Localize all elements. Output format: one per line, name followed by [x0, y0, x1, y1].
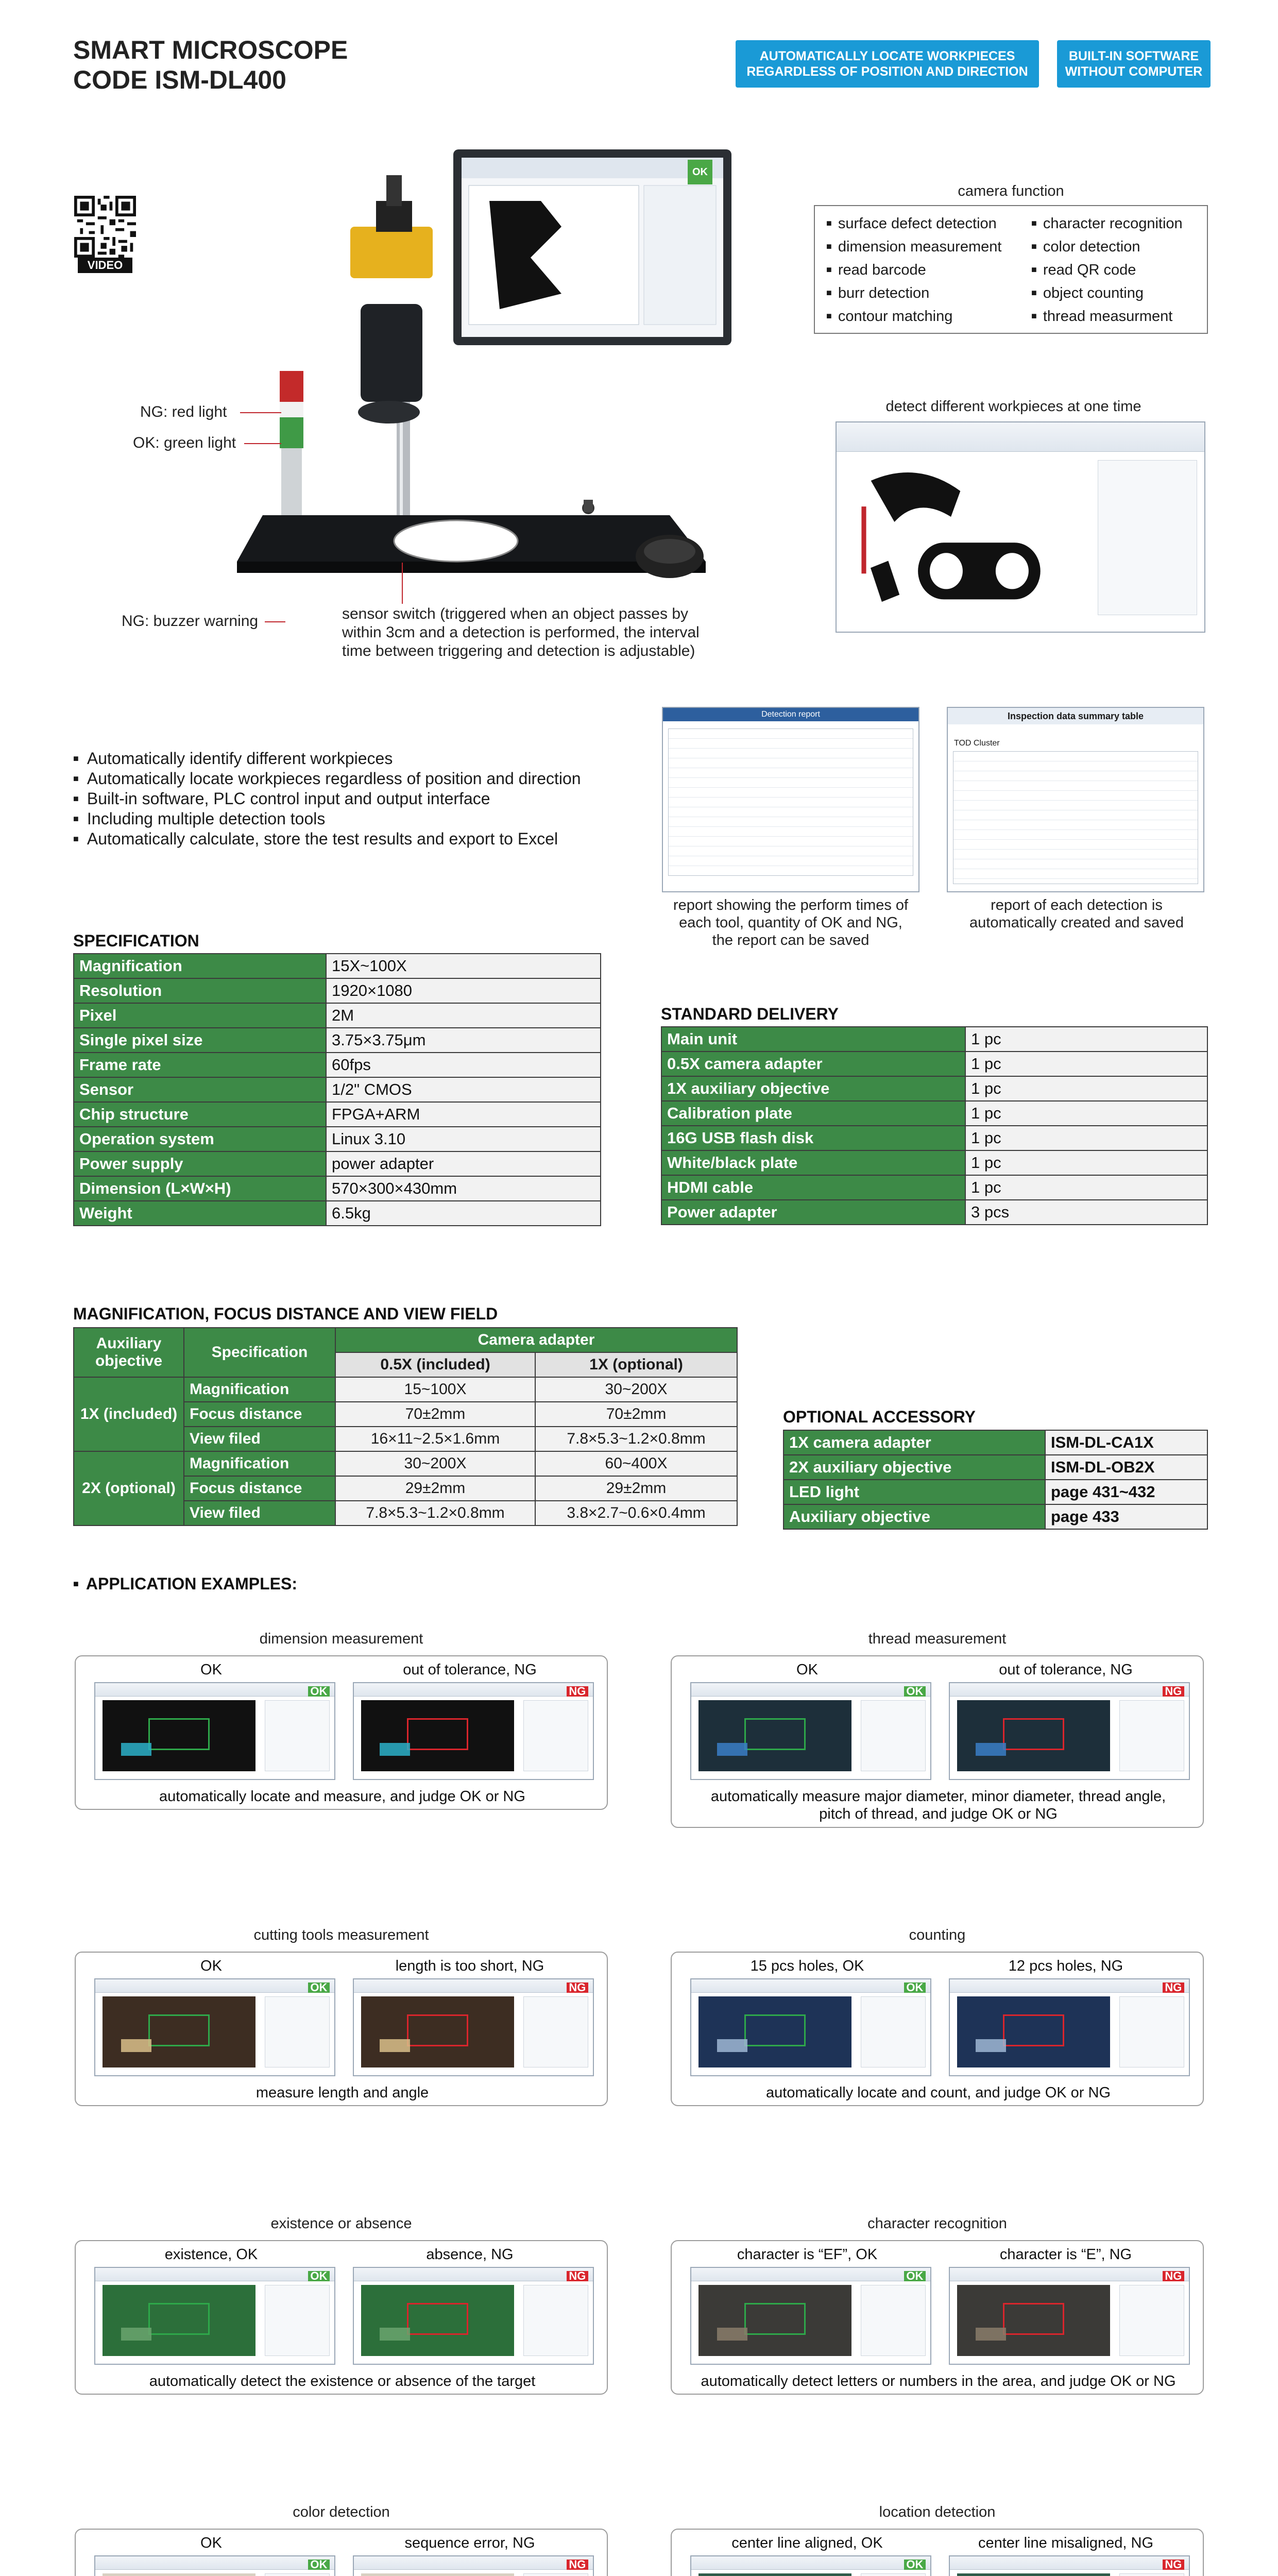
- ng-status: NG: [567, 1686, 588, 1697]
- ng-status: NG: [567, 1982, 588, 1993]
- table-row: [661, 1027, 1207, 1052]
- microscope-illustration: [221, 144, 742, 629]
- sensor-switch-callout: [342, 605, 700, 660]
- spec-name: Magnification: [184, 1451, 335, 1476]
- accessory-value: ISM-DL-CA1X: [1045, 1430, 1207, 1455]
- accessory-key: 1X camera adapter: [783, 1430, 1045, 1455]
- ok-example-label: OK: [200, 1958, 222, 1974]
- function-item: ■ surface defect detection: [826, 214, 997, 232]
- accessory-key: Auxiliary objective: [783, 1504, 1045, 1529]
- specification-header: Specification: [184, 1328, 335, 1377]
- magnification-title: MAGNIFICATION, FOCUS DISTANCE AND VIEW FIELD: [73, 1304, 498, 1323]
- ng-example-screenshot: [949, 1978, 1190, 2076]
- delivery-value: 1 pc: [965, 1101, 1207, 1126]
- table-row: [74, 1451, 737, 1476]
- table-row: [783, 1480, 1207, 1504]
- badge-line: REGARDLESS OF POSITION AND DIRECTION: [746, 64, 1028, 79]
- ok-example-screenshot: [690, 2267, 931, 2365]
- ok-example-screenshot: [94, 2267, 335, 2365]
- buzzer-callout: NG: buzzer warning: [122, 613, 259, 630]
- spec-value: FPGA+ARM: [326, 1102, 601, 1127]
- title-line-1: SMART MICROSCOPE: [73, 36, 348, 64]
- ng-example-label: character is “E”, NG: [999, 2246, 1132, 2263]
- application-caption: [677, 2084, 1200, 2102]
- delivery-key: Main unit: [661, 1027, 965, 1052]
- spec-key: Resolution: [74, 978, 326, 1003]
- specification-title: SPECIFICATION: [73, 931, 199, 950]
- spec-value: 3.75×3.75μm: [326, 1028, 601, 1053]
- standard-delivery-table: [661, 1026, 1208, 1225]
- table-row: [74, 1003, 601, 1028]
- badge-line: WITHOUT COMPUTER: [1065, 64, 1203, 79]
- table-row: [74, 1201, 601, 1226]
- accessory-value: page 431~432: [1045, 1480, 1207, 1504]
- workpiece-drawing: [847, 460, 1083, 615]
- application-card-title: cutting tools measurement: [253, 1927, 429, 1943]
- ok-status: OK: [904, 1982, 926, 1993]
- spec-name: View filed: [184, 1427, 335, 1451]
- spec-key: Chip structure: [74, 1102, 326, 1127]
- ok-example-label: character is “EF”, OK: [737, 2246, 878, 2263]
- accessory-value: page 433: [1045, 1504, 1207, 1529]
- camera-function-title: camera function: [958, 183, 1064, 199]
- caption-line: the report can be saved: [712, 932, 870, 948]
- ok-example-screenshot: [690, 1682, 931, 1780]
- table-row: [74, 1377, 737, 1402]
- table-row: [661, 1175, 1207, 1200]
- caption-line: each tool, quantity of OK and NG,: [679, 914, 902, 931]
- table-row: [783, 1430, 1207, 1455]
- table-row: [74, 1176, 601, 1201]
- spec-key: Magnification: [74, 954, 326, 978]
- optional-accessory-table: [783, 1430, 1208, 1530]
- ng-example-label: 12 pcs holes, NG: [1008, 1958, 1123, 1974]
- ng-example-label: absence, NG: [426, 2246, 514, 2263]
- value-05x: 15~100X: [335, 1377, 535, 1402]
- value-1x: 3.8×2.7~0.6×0.4mm: [535, 1501, 737, 1526]
- caption-line: automatically locate and count, and judge OK or NG: [766, 2084, 1111, 2101]
- summary-window-title: Inspection data summary table: [948, 708, 1203, 724]
- detect-workpieces-caption: detect different workpieces at one time: [885, 398, 1141, 415]
- delivery-key: 16G USB flash disk: [661, 1126, 965, 1150]
- video-label: VIDEO: [78, 258, 132, 273]
- ng-example-screenshot: [353, 1978, 594, 2076]
- spec-name: Focus distance: [184, 1476, 335, 1501]
- built-in-software-badge: [1057, 40, 1211, 88]
- ng-example-label: sequence error, NG: [404, 2535, 535, 2551]
- ng-status: NG: [1163, 2271, 1184, 2281]
- feature-item: ■ Automatically locate workpieces regardless of position and direction: [73, 769, 581, 789]
- application-caption: [81, 2372, 604, 2390]
- caption-line: pitch of thread, and judge OK or NG: [819, 1806, 1058, 1822]
- spec-key: Sensor: [74, 1077, 326, 1102]
- badge-line: AUTOMATICALLY LOCATE WORKPIECES: [759, 49, 1015, 63]
- application-caption: [81, 1788, 604, 1805]
- spec-key: Pixel: [74, 1003, 326, 1028]
- caption-line: automatically measure major diameter, minor diameter, thread angle,: [710, 1788, 1166, 1805]
- application-title-text: APPLICATION EXAMPLES:: [86, 1574, 297, 1593]
- table-row: [74, 978, 601, 1003]
- detection-report-window: [662, 707, 919, 892]
- ng-example-screenshot: [949, 1682, 1190, 1780]
- table-row: [74, 954, 601, 978]
- adapter-05x-header: 0.5X (included): [335, 1352, 535, 1377]
- application-card-title: counting: [909, 1927, 966, 1943]
- value-1x: 7.8×5.3~1.2×0.8mm: [535, 1427, 737, 1451]
- table-row: [783, 1455, 1207, 1480]
- ok-status: OK: [904, 2271, 926, 2281]
- ok-status: OK: [308, 2560, 330, 2570]
- ok-example-label: OK: [200, 2535, 222, 2551]
- ok-example-screenshot: [94, 1682, 335, 1780]
- report-window-title: Detection report: [663, 708, 918, 721]
- ok-status: OK: [308, 1982, 330, 1993]
- function-item: ■ color detection: [1031, 238, 1140, 256]
- spec-key: Frame rate: [74, 1053, 326, 1077]
- spec-value: 1920×1080: [326, 978, 601, 1003]
- application-card: [75, 2240, 608, 2395]
- caption-line: automatically detect letters or numbers in the area, and judge OK or NG: [701, 2373, 1176, 2389]
- caption-line: report showing the perform times of: [673, 897, 909, 913]
- standard-delivery-title: STANDARD DELIVERY: [661, 1005, 839, 1023]
- value-1x: 30~200X: [535, 1377, 737, 1402]
- function-item: ■ read QR code: [1031, 261, 1136, 279]
- ng-example-screenshot: [949, 2555, 1190, 2576]
- caption-line: automatically locate and measure, and judge OK or NG: [159, 1788, 525, 1805]
- delivery-value: 1 pc: [965, 1126, 1207, 1150]
- application-examples-title: ■ APPLICATION EXAMPLES:: [73, 1574, 297, 1593]
- ng-example-label: length is too short, NG: [395, 1958, 544, 1974]
- table-row: [661, 1076, 1207, 1101]
- application-card-title: thread measurement: [868, 1631, 1007, 1647]
- application-caption: [81, 2084, 604, 2102]
- ok-example-label: center line aligned, OK: [731, 2535, 883, 2551]
- ok-status: OK: [904, 2560, 926, 2570]
- function-item: ■ burr detection: [826, 284, 929, 302]
- adapter-1x-header: 1X (optional): [535, 1352, 737, 1377]
- delivery-key: Calibration plate: [661, 1101, 965, 1126]
- accessory-key: LED light: [783, 1480, 1045, 1504]
- specification-table: [73, 953, 601, 1226]
- ng-example-label: out of tolerance, NG: [403, 1662, 537, 1678]
- ng-status: NG: [1163, 1982, 1184, 1993]
- table-row: [661, 1200, 1207, 1225]
- spec-value: power adapter: [326, 1151, 601, 1176]
- application-card: [75, 1952, 608, 2106]
- table-row: [661, 1126, 1207, 1150]
- delivery-value: 3 pcs: [965, 1200, 1207, 1225]
- function-item: ■ object counting: [1031, 284, 1144, 302]
- qr-code[interactable]: [74, 196, 137, 274]
- value-05x: 16×11~2.5×1.6mm: [335, 1427, 535, 1451]
- delivery-key: 0.5X camera adapter: [661, 1052, 965, 1076]
- table-row: [661, 1101, 1207, 1126]
- ng-status: NG: [567, 2271, 588, 2281]
- spec-name: Focus distance: [184, 1402, 335, 1427]
- badge-line: BUILT-IN SOFTWARE: [1068, 49, 1199, 63]
- aux-objective-header: Auxiliary objective: [74, 1328, 184, 1377]
- table-row: [74, 1077, 601, 1102]
- ng-status: NG: [1163, 2560, 1184, 2570]
- function-item: ■ contour matching: [826, 307, 952, 325]
- application-card-title: color detection: [293, 2504, 390, 2520]
- caption-line: report of each detection is: [991, 897, 1163, 913]
- ng-status: NG: [567, 2560, 588, 2570]
- accessory-value: ISM-DL-OB2X: [1045, 1455, 1207, 1480]
- feature-item: ■ Built-in software, PLC control input and output interface: [73, 789, 581, 809]
- delivery-value: 1 pc: [965, 1150, 1207, 1175]
- sensor-line: time between triggering and detection is adjustable): [342, 642, 695, 659]
- application-card: [671, 2240, 1204, 2395]
- ok-example-screenshot: [690, 2555, 931, 2576]
- delivery-key: White/black plate: [661, 1150, 965, 1175]
- qr-code-icon: [74, 196, 137, 258]
- title-line-2: CODE ISM-DL400: [73, 65, 286, 94]
- ok-status: OK: [308, 2271, 330, 2281]
- ok-example-label: existence, OK: [164, 2246, 258, 2263]
- value-1x: 29±2mm: [535, 1476, 737, 1501]
- table-row: [661, 1150, 1207, 1175]
- ng-example-screenshot: [949, 2267, 1190, 2365]
- ok-example-screenshot: [94, 2555, 335, 2576]
- ok-status: OK: [904, 1686, 926, 1697]
- caption-line: automatically detect the existence or absence of the target: [149, 2373, 536, 2389]
- feature-item: ■ Including multiple detection tools: [73, 809, 581, 829]
- table-row: [74, 1127, 601, 1151]
- spec-key: Dimension (L×W×H): [74, 1176, 326, 1201]
- spec-value: Linux 3.10: [326, 1127, 601, 1151]
- group-2x: 2X (optional): [74, 1451, 184, 1526]
- value-1x: 60~400X: [535, 1451, 737, 1476]
- value-05x: 7.8×5.3~1.2×0.8mm: [335, 1501, 535, 1526]
- page-title: [73, 35, 348, 95]
- camera-adapter-header: Camera adapter: [335, 1328, 737, 1352]
- caption-line: automatically created and saved: [969, 914, 1184, 931]
- magnification-table: [73, 1327, 738, 1526]
- optional-accessory-title: OPTIONAL ACCESSORY: [783, 1408, 976, 1426]
- spec-value: 2M: [326, 1003, 601, 1028]
- application-card-title: dimension measurement: [259, 1631, 423, 1647]
- sensor-line: sensor switch (triggered when an object passes by: [342, 605, 689, 622]
- ok-indicator: OK: [688, 160, 712, 184]
- caption-line: measure length and angle: [255, 2084, 429, 2101]
- ok-example-label: OK: [200, 1662, 222, 1678]
- function-item: ■ thread measurment: [1031, 307, 1172, 325]
- group-1x: 1X (included): [74, 1377, 184, 1451]
- application-card-title: existence or absence: [270, 2215, 412, 2232]
- delivery-key: Power adapter: [661, 1200, 965, 1225]
- ng-example-screenshot: [353, 2267, 594, 2365]
- application-caption: [677, 2372, 1200, 2390]
- ok-example-label: 15 pcs holes, OK: [750, 1958, 864, 1974]
- accessory-key: 2X auxiliary objective: [783, 1455, 1045, 1480]
- delivery-value: 1 pc: [965, 1052, 1207, 1076]
- function-item: ■ dimension measurement: [826, 238, 1001, 256]
- value-05x: 70±2mm: [335, 1402, 535, 1427]
- function-item: ■ character recognition: [1031, 214, 1183, 232]
- spec-key: Single pixel size: [74, 1028, 326, 1053]
- red-light-callout: NG: red light: [140, 403, 227, 420]
- table-row: [74, 1028, 601, 1053]
- feature-item: ■ Automatically identify different workpieces: [73, 749, 581, 769]
- value-05x: 30~200X: [335, 1451, 535, 1476]
- ok-example-screenshot: [690, 1978, 931, 2076]
- spec-value: 15X~100X: [326, 954, 601, 978]
- delivery-key: HDMI cable: [661, 1175, 965, 1200]
- application-card: [671, 2529, 1204, 2576]
- delivery-key: 1X auxiliary objective: [661, 1076, 965, 1101]
- table-row: [74, 1053, 601, 1077]
- auto-locate-badge: [736, 40, 1039, 88]
- spec-key: Weight: [74, 1201, 326, 1226]
- spec-value: 60fps: [326, 1053, 601, 1077]
- function-item: ■ read barcode: [826, 261, 926, 279]
- summary-window-sub: TOD Cluster: [954, 739, 1000, 748]
- application-card: [75, 2529, 608, 2576]
- spec-value: 1/2" CMOS: [326, 1077, 601, 1102]
- value-1x: 70±2mm: [535, 1402, 737, 1427]
- ng-example-label: center line misaligned, NG: [978, 2535, 1154, 2551]
- multi-workpiece-screenshot: [836, 421, 1205, 633]
- ng-status: NG: [1163, 1686, 1184, 1697]
- green-light-callout: OK: green light: [133, 434, 236, 451]
- spec-key: Operation system: [74, 1127, 326, 1151]
- spec-value: 6.5kg: [326, 1201, 601, 1226]
- application-card-title: location detection: [879, 2504, 996, 2520]
- table-row: [661, 1052, 1207, 1076]
- table-row: [74, 1102, 601, 1127]
- table-row: [783, 1504, 1207, 1529]
- sensor-line: within 3cm and a detection is performed, the interval: [342, 624, 700, 641]
- report-caption-1: [639, 896, 943, 949]
- value-05x: 29±2mm: [335, 1476, 535, 1501]
- delivery-value: 1 pc: [965, 1027, 1207, 1052]
- report-caption-2: [943, 896, 1211, 931]
- camera-function-box: [814, 205, 1208, 334]
- ok-example-label: OK: [796, 1662, 818, 1678]
- application-card: [75, 1655, 608, 1810]
- spec-name: View filed: [184, 1501, 335, 1526]
- spec-value: 570×300×430mm: [326, 1176, 601, 1201]
- table-row: [74, 1151, 601, 1176]
- ng-example-screenshot: [353, 2555, 594, 2576]
- ok-example-screenshot: [94, 1978, 335, 2076]
- application-card: [671, 1952, 1204, 2106]
- application-card-title: character recognition: [867, 2215, 1007, 2232]
- application-card: [671, 1655, 1204, 1828]
- ok-status: OK: [308, 1686, 330, 1697]
- delivery-value: 1 pc: [965, 1076, 1207, 1101]
- application-caption: [677, 1788, 1200, 1823]
- table-row: [74, 1328, 737, 1352]
- summary-table-window: [947, 707, 1204, 892]
- ng-example-screenshot: [353, 1682, 594, 1780]
- delivery-value: 1 pc: [965, 1175, 1207, 1200]
- spec-name: Magnification: [184, 1377, 335, 1402]
- feature-item: ■ Automatically calculate, store the test results and export to Excel: [73, 829, 581, 849]
- ng-example-label: out of tolerance, NG: [999, 1662, 1133, 1678]
- feature-list: [73, 749, 581, 849]
- spec-key: Power supply: [74, 1151, 326, 1176]
